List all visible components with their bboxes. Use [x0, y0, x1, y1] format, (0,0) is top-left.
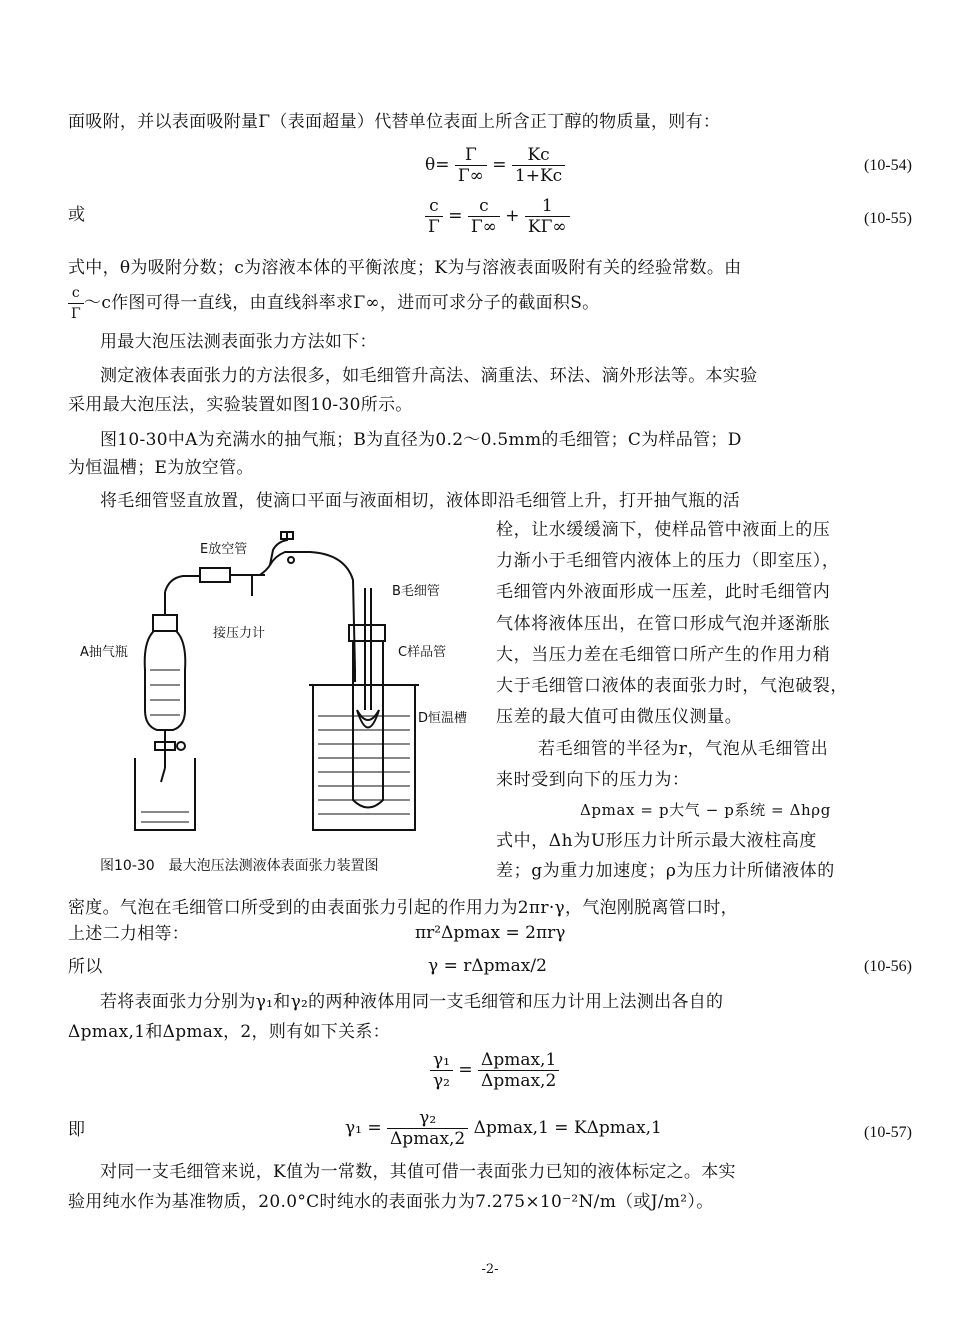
figure-caption: 图10-30 最大泡压法测液体表面张力装置图: [100, 858, 379, 874]
paragraph-line: $\frac{c}{\Gamma}$ ～c作图可得一直线，由直线斜率求Γ∞，进而可求分子的截面积S。: [68, 283, 599, 324]
paragraph-line: 大于毛细管口液体的表面张力时，气泡破裂，: [496, 676, 848, 696]
apparatus-figure: [95, 530, 490, 840]
paragraph-line: 来时受到向下的压力为：: [496, 770, 690, 790]
connector: [200, 568, 230, 582]
conjunction-so: 所以: [68, 957, 103, 977]
equation-number: (10-57): [864, 1124, 912, 1141]
paragraph-line: 若毛细管的半径为r，气泡从毛细管出: [538, 739, 829, 759]
paragraph-line: 毛细管内外液面形成一压差，此时毛细管内: [496, 582, 831, 602]
paragraph-line: 密度。气泡在毛细管口所受到的由表面张力引起的作用力为2πr·γ，气泡刚脱离管口时，: [68, 898, 738, 918]
equation-10-55: $\frac{c}{\Gamma}$ = $\frac{c}{\Gamma\infty}$ + $\frac{1}{K\Gamma\infty}$: [425, 196, 570, 237]
equation-number: (10-55): [864, 210, 912, 227]
label-a-bottle: A抽气瓶: [80, 645, 128, 660]
equation-10-56: γ = rΔpmax/2: [428, 956, 547, 976]
equation-number: (10-54): [864, 157, 912, 174]
equation-ratio: $\frac{\text{γ₁}}{\text{γ₂}}$ = $\frac{\Delta pmax,1}{\Delta pmax,2}$: [430, 1050, 559, 1091]
paragraph-line: 测定液体表面张力的方法很多，如毛细管升高法、滴重法、环法、滴外形法等。本实验: [100, 366, 758, 386]
page-number: -2-: [481, 1262, 499, 1277]
paragraph-line: 对同一支毛细管来说，K值为一常数，其值可借一表面张力已知的液体标定之。本实: [100, 1162, 736, 1182]
paragraph-line: 气体将液体压出，在管口形成气泡并逐渐胀: [496, 614, 831, 634]
paragraph-line: Δpmax,1和Δpmax，2，则有如下关系：: [68, 1022, 390, 1042]
paragraph-line: 大，当压力差在毛细管口所产生的作用力稍: [496, 645, 831, 665]
conjunction-ji: 即: [68, 1120, 86, 1140]
paragraph-line: 将毛细管竖直放置，使滴口平面与液面相切，液体即沿毛细管上升，打开抽气瓶的活: [100, 491, 741, 511]
equation-number: (10-56): [864, 958, 912, 975]
paragraph-line: 采用最大泡压法，实验装置如图10-30所示。: [68, 395, 413, 415]
paragraph-line: 图10-30中A为充满水的抽气瓶；B为直径为0.2～0.5mm的毛细管；C为样品管；D: [100, 430, 742, 450]
paragraph-line: 验用纯水作为基准物质，20.0°C时纯水的表面张力为7.275×10⁻²N/m（或J/m²）。: [68, 1192, 714, 1212]
equation-10-57: γ₁ = $\frac{\text{γ₂}}{\Delta pmax,2}$ Δpmax,1 = KΔpmax,1: [345, 1108, 662, 1149]
equation-10-54: θ= $\frac{\Gamma}{\Gamma\infty}$ = $\frac{Kc}{1+Kc}$: [425, 145, 565, 186]
equation-pressure: Δpmax = p大气 − p系统 = Δhρg: [580, 801, 831, 819]
paragraph-line: 式中，Δh为U形压力计所示最大液柱高度: [496, 831, 817, 851]
paragraph-line: 若将表面张力分别为γ₁和γ₂的两种液体用同一支毛细管和压力计用上法测出各自的: [100, 992, 724, 1012]
paragraph-line: 用最大泡压法测表面张力方法如下：: [100, 332, 377, 352]
paragraph-line: 上述二力相等：: [68, 924, 190, 944]
paragraph-line: 面吸附，并以表面吸附量Γ（表面超量）代替单位表面上所含正丁醇的物质量，则有：: [68, 112, 721, 132]
equation-force-balance: πr²Δpmax = 2πrγ: [415, 923, 566, 943]
paragraph-line: 力渐小于毛细管内液体上的压力（即室压），: [496, 551, 840, 571]
label-c-sample: C样品管: [398, 645, 447, 660]
paragraph-line: 差；g为重力加速度；ρ为压力计所储液体的: [496, 861, 835, 881]
paragraph-line: 栓，让水缓缓滴下，使样品管中液面上的压: [496, 520, 831, 540]
label-gauge: 接压力计: [213, 626, 266, 641]
paragraph-line: 压差的最大值可由微压仪测量。: [496, 707, 743, 727]
label-b-capillary: B毛细管: [392, 584, 440, 599]
conjunction-or: 或: [68, 205, 86, 225]
sample-tube: [353, 641, 383, 808]
paragraph-line: 为恒温槽；E为放空管。: [68, 458, 254, 478]
paragraph-line: 式中，θ为吸附分数；c为溶液本体的平衡浓度；K为与溶液表面吸附有关的经验常数。由: [68, 258, 742, 278]
label-e-vent: E放空管: [200, 542, 248, 557]
label-d-thermostat: D恒温槽: [418, 711, 468, 726]
